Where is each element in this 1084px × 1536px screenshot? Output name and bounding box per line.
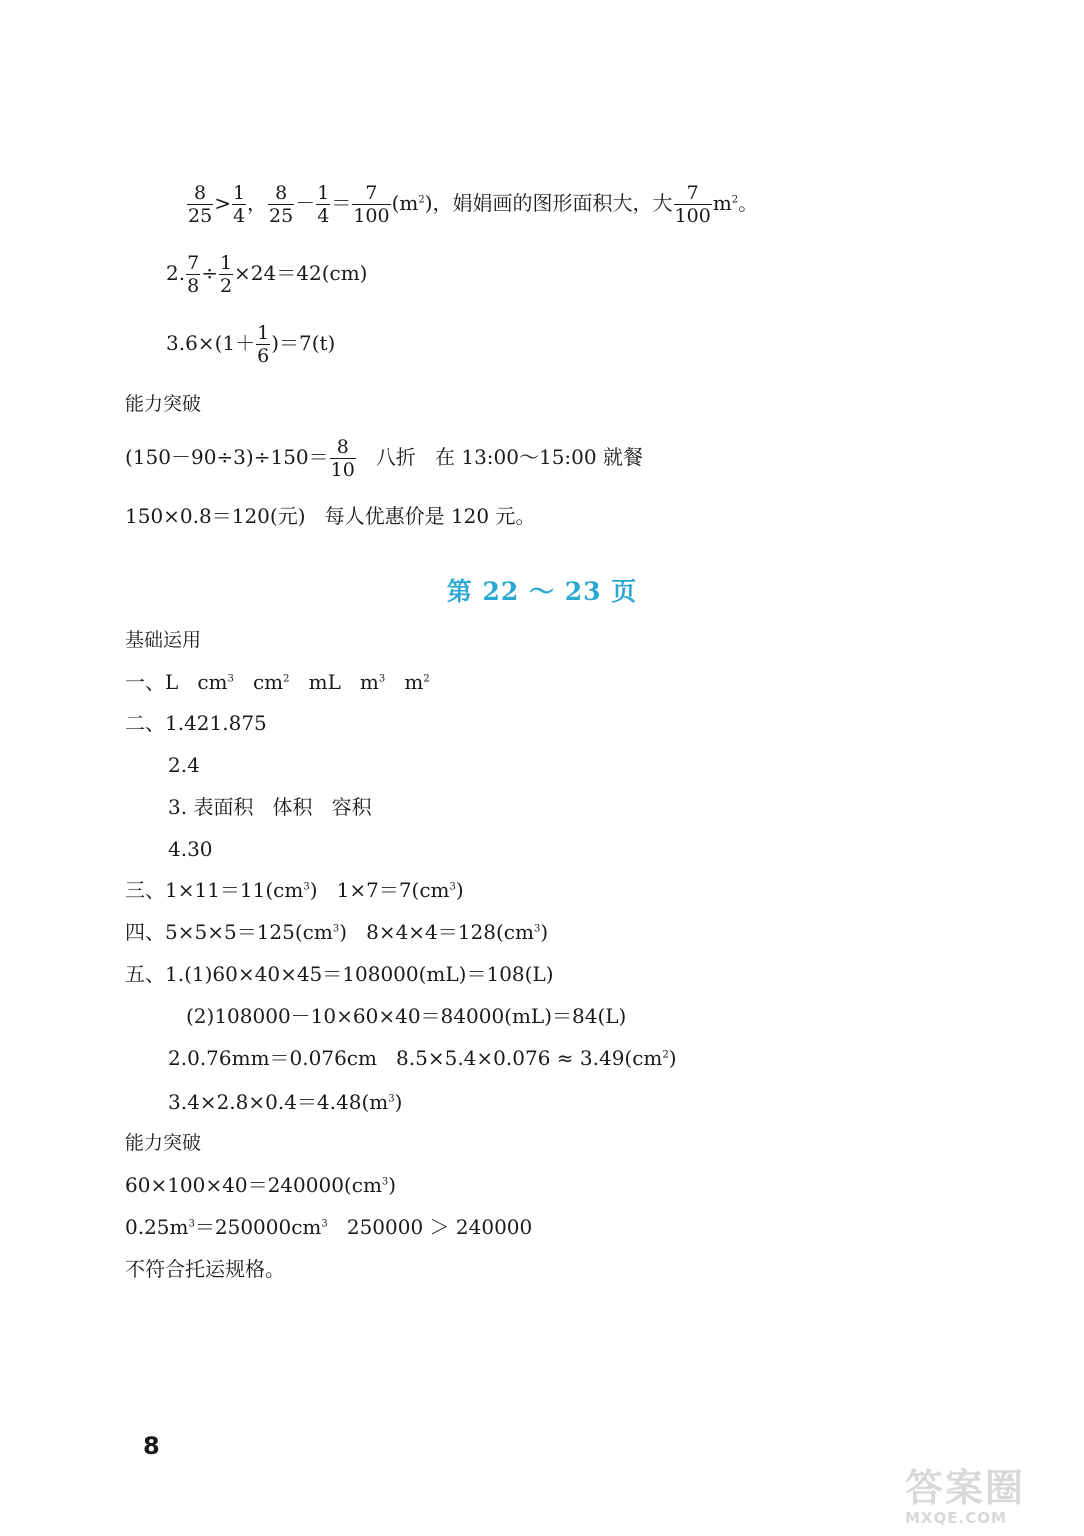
answer-line-five-2: 2.0.76mm＝0.076cm $8.5\times 5.4\times 0.076 \approx 3.49(cm^2)$ xyxy=(168,1046,677,1070)
answer-line-compare: $0.25m^3=250000cm^3$ 250000 ＞ 240000 xyxy=(125,1215,533,1239)
section-heading-ability: 能力突破 xyxy=(125,1132,202,1154)
fraction: $\frac{8}{10}$ xyxy=(330,436,355,481)
answer-line-volume: $60\times 100\times 40=240000(cm^3)$ xyxy=(125,1173,397,1197)
answer-line-q3: 3.6×(1＋ $\frac{1}{6}$ )＝7(t) xyxy=(166,322,336,367)
section-heading-ability: 能力突破 xyxy=(125,393,202,415)
fraction: $\frac{1}{4}$ xyxy=(232,182,246,227)
answer-line-price: 150×0.8＝120(元) 每人优惠价是 120 元。 xyxy=(125,504,536,528)
watermark-logo xyxy=(905,1468,1075,1532)
answer-line-two-4: 4.30 xyxy=(168,837,213,861)
answer-line-fraction-compare: $\frac{8}{25}$ > $\frac{1}{4}$ ， $\frac{8}{25}$ － $\frac{1}{4}$ ＝ $\frac{7}{100}$ $(m^2)$，娟娟画的图形面积大，大 $\frac{7}{100}$ $m^2$。 xyxy=(188,182,759,227)
answer-line-discount: (150－90÷3)÷150＝ $\frac{8}{10}$ 八折 在 13:00～15:00 就餐 xyxy=(125,436,643,481)
page-number: 8 xyxy=(143,1432,160,1460)
answer-line-five-3: $3.4\times 2.8\times 0.4=4.48(m^3)$ xyxy=(168,1090,403,1114)
section-heading-basics: 基础运用 xyxy=(125,629,202,651)
fraction: $\frac{7}{100}$ xyxy=(353,182,390,227)
fraction: $\frac{7}{8}$ xyxy=(187,252,200,297)
fraction: $\frac{1}{6}$ xyxy=(257,322,270,367)
fraction: $\frac{7}{100}$ xyxy=(674,182,711,227)
answer-line-conclusion: 不符合托运规格。 xyxy=(125,1257,285,1281)
answer-line-two-2: 2.4 xyxy=(168,753,200,777)
answer-line-three: 三、$1\times 11=11(cm^3)$ $1\times 7=7(cm^3)$ xyxy=(125,878,464,902)
answer-line-two-3: 3. 表面积 体积 容积 xyxy=(168,795,372,819)
answer-line-q2: 2. $\frac{7}{8}$ ÷ $\frac{1}{2}$ ×24＝42(cm) xyxy=(166,252,368,297)
answer-line-one: 一、L $cm^3$ $cm^2$ mL $m^3$ $m^2$ xyxy=(125,670,430,694)
fraction: $\frac{8}{25}$ xyxy=(188,182,213,227)
watermark-text: 答案圈 xyxy=(905,1466,1026,1510)
watermark-url: MXQE.COM xyxy=(905,1509,1007,1527)
answer-line-five-1-2: (2)108000－10×60×40＝84000(mL)＝84(L) xyxy=(186,1004,627,1028)
fraction: $\frac{8}{25}$ xyxy=(269,182,294,227)
answer-line-two-1: 二、1.421.875 xyxy=(125,711,267,735)
answer-line-four: 四、$5\times 5\times 5=125(cm^3)$ $8\times 4\times 4=128(cm^3)$ xyxy=(125,920,549,944)
answer-line-five-1-1: 五、1.(1)60×40×45＝108000(mL)＝108(L) xyxy=(125,962,554,986)
fraction: $\frac{1}{2}$ xyxy=(219,252,233,297)
fraction: $\frac{1}{4}$ xyxy=(317,182,330,227)
page-range-title: 第 22 ～ 23 页 xyxy=(446,577,638,606)
